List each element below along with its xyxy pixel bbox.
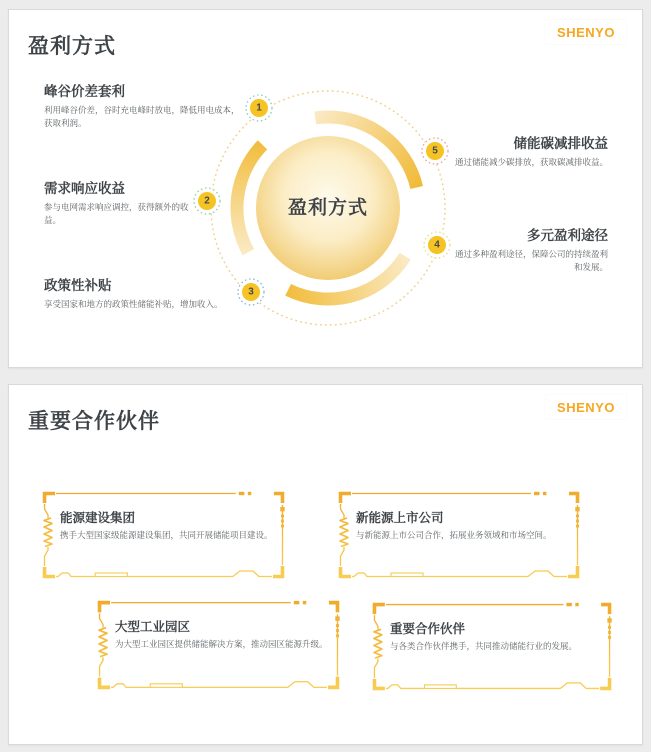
center-label: 盈利方式 xyxy=(287,197,369,219)
slide-profit-methods[interactable] xyxy=(8,9,643,368)
badge-3 xyxy=(238,279,264,305)
card-desc: 与新能源上市公司合作，拓展业务领域和市场空间。 xyxy=(356,530,552,540)
partner-card-industrial-park xyxy=(94,597,343,693)
spoke-desc: 享受国家和地方的政策性储能补贴，增加收入。 xyxy=(44,299,223,309)
page-title: 盈利方式 xyxy=(28,35,116,58)
svg-text:3: 3 xyxy=(248,286,254,298)
brand-logo-text: SHENYO xyxy=(557,24,615,40)
card-title: 大型工业园区 xyxy=(115,620,191,634)
badge-2 xyxy=(194,188,220,214)
svg-text:4: 4 xyxy=(434,239,440,251)
spoke-title: 政策性补贴 xyxy=(44,278,112,293)
svg-text:5: 5 xyxy=(432,145,438,157)
spoke-title: 峰谷价差套利 xyxy=(44,84,125,99)
spoke-title: 储能碳减排收益 xyxy=(513,136,608,151)
partner-card-energy-group xyxy=(39,488,288,582)
profit-methods-circle-diagram xyxy=(189,70,479,350)
page-title: 重要合作伙伴 xyxy=(28,410,160,433)
slide-key-partners[interactable] xyxy=(8,384,643,745)
spoke-title: 多元盈利途径 xyxy=(527,228,608,243)
badge-5 xyxy=(422,138,448,164)
card-desc: 为大型工业园区提供储能解决方案，推动园区能源升级。 xyxy=(115,639,328,649)
brand-logo xyxy=(546,20,626,44)
card-desc: 与各类合作伙伴携手，共同推动储能行业的发展。 xyxy=(390,641,578,651)
spoke-title: 需求响应收益 xyxy=(44,181,125,196)
svg-text:1: 1 xyxy=(256,102,262,114)
card-title: 新能源上市公司 xyxy=(356,511,444,525)
spoke-desc: 通过多种盈利途径，保障公司的持续盈利和发展。 xyxy=(454,249,608,273)
spoke-item-2 xyxy=(44,177,194,227)
partner-card-key-partners xyxy=(369,599,615,694)
spoke-desc: 通过储能减少碳排放，获取碳减排收益。 xyxy=(454,157,608,167)
partner-card-listed-company xyxy=(335,488,583,582)
card-title: 能源建设集团 xyxy=(60,511,136,525)
spoke-desc: 利用峰谷价差，谷时充电峰时放电，降低用电成本，获取利润。 xyxy=(44,105,240,129)
brand-logo-text: SHENYO xyxy=(557,399,615,415)
brand-logo xyxy=(546,395,626,419)
card-desc: 携手大型国家级能源建设集团，共同开展储能项目建设。 xyxy=(60,530,273,540)
spoke-desc: 参与电网需求响应调控，获得额外的收益。 xyxy=(44,202,189,226)
card-title: 重要合作伙伴 xyxy=(390,622,466,636)
badge-1 xyxy=(246,95,272,121)
badge-4 xyxy=(424,232,450,258)
svg-text:2: 2 xyxy=(204,195,210,207)
